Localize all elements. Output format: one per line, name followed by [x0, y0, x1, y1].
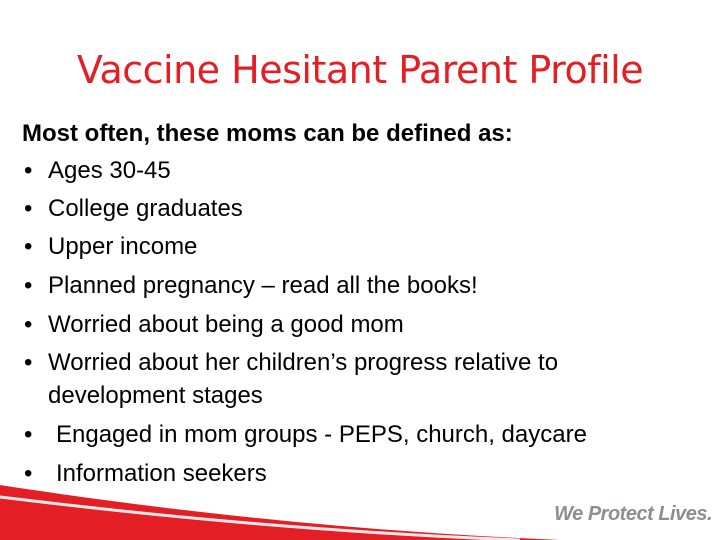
bullet-text: Information seekers [56, 460, 267, 487]
bullet-icon: • [24, 460, 33, 487]
bullet-text: Ages 30-45 [48, 157, 171, 184]
bullet-icon: • [24, 157, 33, 184]
bullet-icon: • [24, 195, 33, 222]
bullet-text: Worried about her children’s progress relative to [48, 349, 559, 376]
swoosh-shape [0, 485, 560, 540]
bullet-icon: • [24, 349, 33, 376]
slide-heading: Most often, these moms can be defined as: [22, 120, 513, 147]
bullet-text: Upper income [48, 233, 198, 260]
bullet-text: Engaged in mom groups - PEPS, church, daycare [56, 421, 587, 448]
bullet-text: Worried about being a good mom [48, 311, 404, 338]
bullet-text: development stages [48, 382, 263, 409]
footer-tagline: We Protect Lives. [554, 503, 712, 525]
bullet-icon: • [24, 311, 33, 338]
bullet-icon: • [24, 272, 33, 299]
bullet-icon: • [24, 233, 33, 260]
bullet-text: College graduates [48, 195, 243, 222]
bullet-text: Planned pregnancy – read all the books! [48, 272, 478, 299]
slide-title: Vaccine Hesitant Parent Profile [76, 48, 644, 92]
bullet-icon: • [24, 421, 33, 448]
